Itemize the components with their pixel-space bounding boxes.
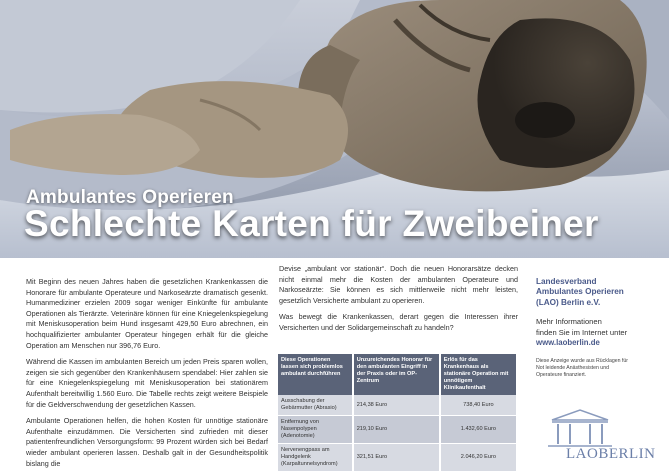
table-cell: Ausschabung der Gebärmutter (Abrasio) [278, 395, 353, 416]
lao-berlin-logo [544, 408, 662, 468]
table-cell: 321,51 Euro [353, 444, 440, 472]
table-cell: Nervenengpass am Handgelenk (Karpaltunnelsyndrom) [278, 444, 353, 472]
table-header-row [278, 354, 517, 395]
table-header-cell: Erlös für das Krankenhaus als stationäre Operation mit unnötigem Klinikaufenthalt [440, 354, 517, 395]
logo-wordmark: LAOBERLIN [566, 446, 656, 462]
organization-name [536, 277, 664, 308]
article-column-2 [279, 264, 518, 340]
table-cell: 738,40 Euro [440, 395, 517, 416]
table-row [278, 444, 517, 472]
more-info [536, 317, 664, 348]
paragraph: Was bewegt die Krankenkassen, derart gegen die Interessen ihrer Versicherten und der Solidargemeinschaft zu handeln? [279, 312, 518, 332]
table-header-cell: Diese Operationen lassen sich problemlos ambulant durchführen [278, 354, 353, 395]
table-cell: Entfernung von Nasenpolypen (Adenotomie) [278, 416, 353, 444]
table-cell: 214,38 Euro [353, 395, 440, 416]
article-kicker: Ambulantes Operieren [26, 187, 234, 208]
funding-note: Diese Anzeige wurde aus Rücklagen für Not leidende Anästhesisten und Operateure finanziert. [536, 358, 628, 379]
paragraph: Ambulante Operationen helfen, die hohen Kosten für unnötige stationäre Aufenthalte einzudämmen. Die Versicherten sind zufrieden mit dieser patientenfreundlichen Versorgungsform: 99 Prozent würden sich bei Bedarf wieder ambulant operieren lassen. Deshalb galt in der Gesundheitspolitik bislang die [26, 416, 268, 468]
paragraph: Während die Kassen im ambulanten Bereich um jeden Preis sparen wollen, zeigen sie sich gegenüber den Krankenhäusern spendabel: Hier zahlen sie für eine Kniegelenkspiegelung mit Meniskusoperation bei stationärem Aufenthalt bereitwillig 1.560 Euro. Die Tabelle rechts zeigt weitere Beispiele für die Geldverschwendung der gesetzlichen Kassen. [26, 357, 268, 409]
org-line: Landesverband [536, 277, 597, 286]
article-headline: Schlechte Karten für Zweibeiner [24, 203, 599, 244]
article-column-1 [26, 277, 268, 475]
table-row [278, 395, 517, 416]
info-line: Mehr Informationen [536, 317, 602, 327]
table-cell: 2.046,20 Euro [440, 444, 517, 472]
org-line: Ambulantes Operieren [536, 287, 624, 297]
paragraph: Devise „ambulant vor stationär“. Doch die neuen Honorarsätze decken nicht einmal mehr die Kosten der ambulanten Operateure und Narkoseärzte: Sie können es sich mittlerweile nicht mehr leisten, gesetzlich Versicherte ambulant zu operieren. [279, 264, 518, 305]
table-header-cell: Unzureichendes Honorar für den ambulanten Eingriff in der Praxis oder im OP-Zentrum [353, 354, 440, 395]
table-cell: 219,10 Euro [353, 416, 440, 444]
fee-comparison-table [278, 354, 518, 472]
table-row [278, 416, 517, 444]
table-cell: 1.432,60 Euro [440, 416, 517, 444]
org-line: (LAO) Berlin e.V. [536, 297, 601, 307]
paragraph: Mit Beginn des neuen Jahres haben die gesetzlichen Krankenkassen die Honorare für ambulante Operateure und Narkoseärzte dramatisch gesenkt. Humanmediziner erzielen 2009 sogar weniger Einkünfte für ambulante Operationen als Tierärzte. Veterinäre können für eine Kniegelenkspiegelung mit Meniskusoperation beim Hund insgesamt 429,50 Euro abrechnen, ein hochqualifizierter ambulanter Operateur hingegen erhält für die gleiche Operation am Menschen nur 396,76 Euro. [26, 277, 268, 350]
info-line: finden Sie im Internet unter [536, 327, 628, 337]
website-link[interactable]: www.laoberlin.de [536, 338, 600, 348]
sidebar [536, 277, 664, 379]
